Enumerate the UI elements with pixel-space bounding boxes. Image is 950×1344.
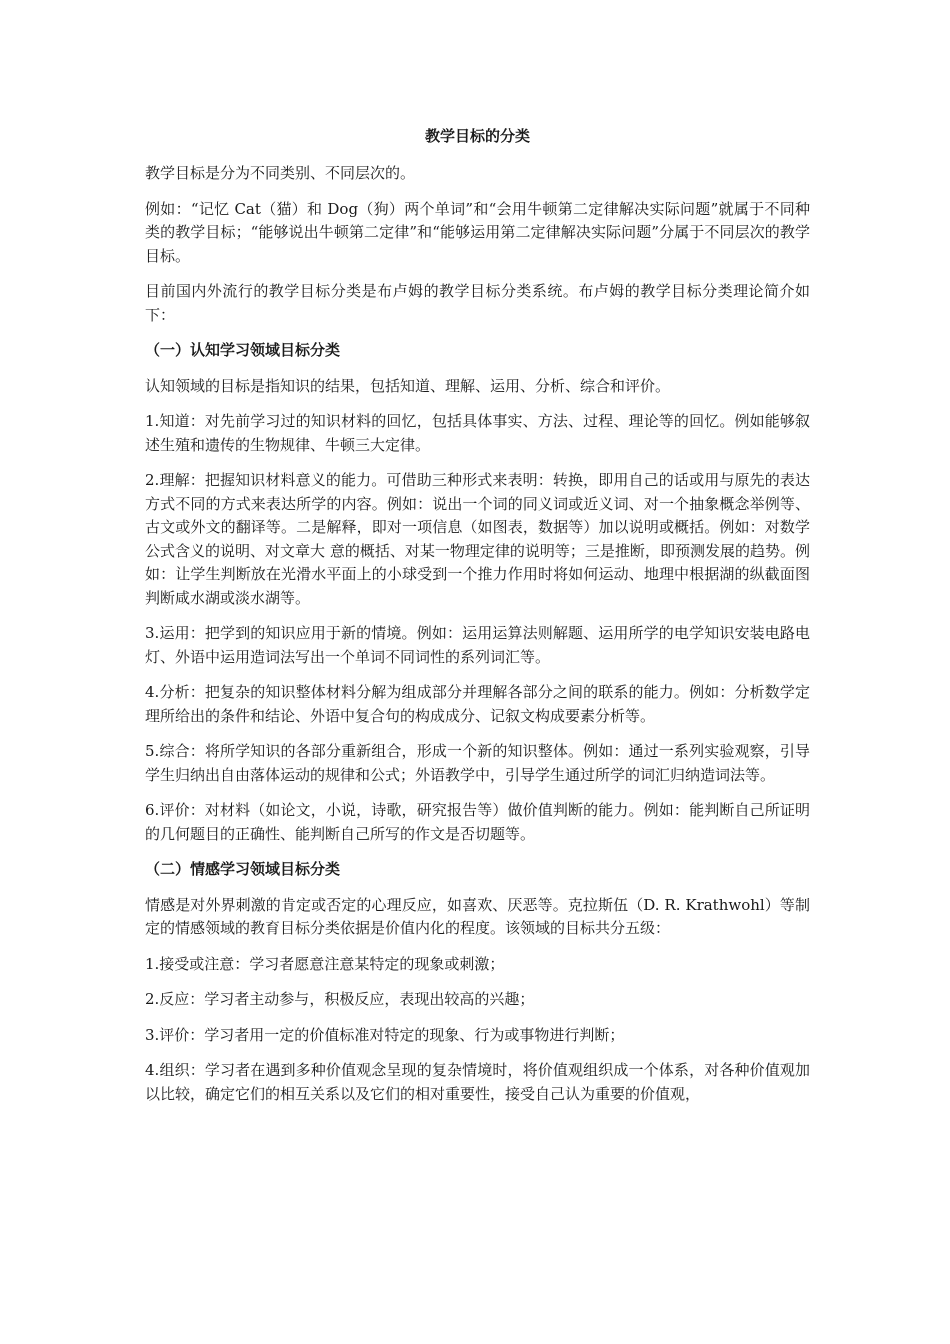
affective-paragraph: 4.组织：学习者在遇到多种价值观念呈现的复杂情境时，将价值观组织成一个体系，对各种价值观加以比较，确定它们的相互关系以及它们的相对重要性，接受自己认为重要的价值观，	[145, 1061, 810, 1103]
section-heading-cognitive: （一）认知学习领域目标分类	[145, 341, 341, 359]
affective-paragraph: 3.评价：学习者用一定的价值标准对特定的现象、行为或事物进行判断；	[145, 1025, 625, 1044]
intro-paragraph: 目前国内外流行的教学目标分类是布卢姆的教学目标分类系统。布卢姆的教学目标分类理论简介如下：	[145, 282, 810, 324]
section-heading-affective: （二）情感学习领域目标分类	[145, 860, 341, 878]
cognitive-paragraph: 5.综合：将所学知识的各部分重新组合，形成一个新的知识整体。例如：通过一系列实验观察，引导学生归纳出自由落体运动的规律和公式；外语教学中，引导学生通过所学的词汇归纳造词法等。	[145, 742, 810, 784]
affective-paragraph: 情感是对外界刺激的肯定或否定的心理反应，如喜欢、厌恶等。克拉斯伍（D. R. Krathwohl）等制定的情感领域的教育目标分类依据是价值内化的程度。该领域的目标共分五级：	[145, 895, 810, 937]
affective-paragraph: 2.反应：学习者主动参与，积极反应，表现出较高的兴趣；	[145, 990, 535, 1008]
document-body	[145, 124, 810, 1118]
intro-paragraph: 教学目标是分为不同类别、不同层次的。	[145, 164, 416, 182]
affective-paragraph: 1.接受或注意：学习者愿意注意某特定的现象或刺激；	[145, 954, 505, 973]
cognitive-paragraph: 认知领域的目标是指知识的结果，包括知道、理解、运用、分析、综合和评价。	[145, 376, 671, 395]
intro-paragraph: 例如：“记忆 Cat（猫）和 Dog（狗）两个单词”和“会用牛顿第二定律解决实际问题”就属于不同种类的教学目标；“能够说出牛顿第二定律”和“能够运用第二定律解决实际问题”分属于不同层次的教学目标。	[145, 199, 810, 265]
document-title: 教学目标的分类	[424, 127, 530, 145]
cognitive-paragraph: 1.知道：对先前学习过的知识材料的回忆，包括具体事实、方法、过程、理论等的回忆。例如能够叙述生殖和遗传的生物规律、牛顿三大定律。	[145, 412, 810, 454]
cognitive-paragraph: 2.理解：把握知识材料意义的能力。可借助三种形式来表明：转换，即用自己的话或用与原先的表达方式不同的方式来表达所学的内容。例如：说出一个词的同义词或近义词、对一个抽象概念举例等、古文或外文的翻译等。二是解释，即对一项信息（如图表，数据等）加以说明或概括。例如：对数学公式含义的说明、对文章大 意的概括、对某一物理定律的说明等；三是推断，即预测发展的趋势。例如：让学生判断放在光滑水平面上的小球受到一个推力作用时将如何运动、地理中根据湖的纵截面图判断咸水湖或淡水湖等。	[145, 471, 810, 607]
cognitive-paragraph: 6.评价：对材料（如论文，小说，诗歌，研究报告等）做价值判断的能力。例如：能判断自己所证明的几何题目的正确性、能判断自己所写的作文是否切题等。	[145, 801, 810, 843]
cognitive-paragraph: 3.运用：把学到的知识应用于新的情境。例如：运用运算法则解题、运用所学的电学知识安装电路电灯、外语中运用造词法写出一个单词不同词性的系列词汇等。	[145, 624, 810, 666]
cognitive-paragraph: 4.分析：把复杂的知识整体材料分解为组成部分并理解各部分之间的联系的能力。例如：分析数学定理所给出的条件和结论、外语中复合句的构成成分、记叙文构成要素分析等。	[145, 683, 810, 725]
